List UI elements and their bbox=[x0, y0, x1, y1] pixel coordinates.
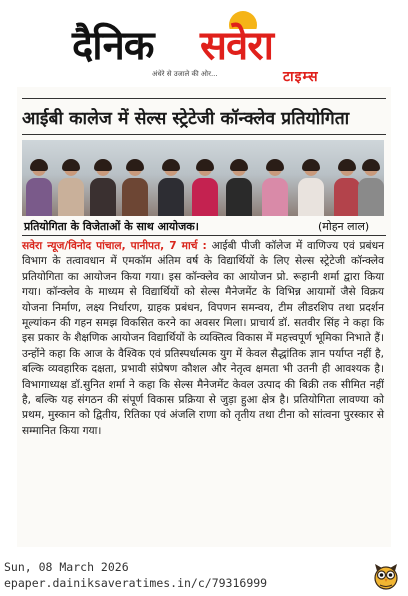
caption-rule bbox=[22, 235, 386, 236]
photo-person bbox=[262, 161, 288, 216]
headline-bottom-rule bbox=[22, 134, 386, 135]
owl-icon bbox=[372, 562, 400, 590]
photo-person bbox=[90, 161, 116, 216]
edition-date: Sun, 08 March 2026 bbox=[4, 560, 129, 574]
photo-person bbox=[158, 161, 184, 216]
photo-person bbox=[26, 161, 52, 216]
photo-person bbox=[122, 161, 148, 216]
photo-person bbox=[298, 161, 324, 216]
article-dateline: सवेरा न्यूज/विनोद पांचाल, पानीपत, 7 मार्च : bbox=[22, 240, 207, 252]
photo-person bbox=[334, 161, 360, 216]
masthead-tagline: अंधेरे से उजाले की ओर... bbox=[152, 70, 218, 78]
photo-caption: प्रतियोगिता के विजेताओं के साथ आयोजक। bbox=[24, 220, 199, 233]
photo-person bbox=[192, 161, 218, 216]
article-headline: आईबी कालेज में सेल्स स्ट्रेटेजी कॉन्क्लेव प्रतियोगिता bbox=[22, 109, 350, 129]
headline-top-rule bbox=[22, 98, 386, 99]
article-body bbox=[22, 239, 384, 439]
masthead bbox=[0, 0, 408, 92]
epaper-link[interactable]: epaper.dainiksaveratimes.in/c/79316999 bbox=[4, 576, 268, 590]
photo-credit: (मोहन लाल) bbox=[318, 220, 370, 233]
masthead-times: टाइम्स bbox=[283, 69, 319, 85]
article-photo bbox=[22, 140, 384, 216]
photo-person bbox=[358, 161, 384, 216]
logo-text-savera: सवेरा bbox=[200, 23, 273, 69]
photo-person bbox=[58, 161, 84, 216]
photo-person bbox=[226, 161, 252, 216]
logo-text-dainik: दैनिक bbox=[72, 23, 154, 69]
article-body-text: आईबी पीजी कॉलेज में वाणिज्य एवं प्रबंधन विभाग के तत्वावधान में एमकॉम अंतिम वर्ष के विद्यार्थियों के लिए सेल्स स्ट्रेटेजी कॉन्क्लेव प्रतियोगिता का आयोजन किया गया। इस कॉन्क्लेव का आयोजन प्रो. रूहानी शर्मा द्वारा किया गया। कॉन्क्लेव के माध्यम से विद्यार्थियों को सेल्स मैनेजमेंट के विभिन्न आयामों जैसे विक्रय योजना निर्माण, लक्ष्य निर्धारण, ग्राहक प्रबंधन, विपणन समन्वय, टीम लीडरशिप तथा प्रदर्शन मूल्यांकन की गहन समझ विकसित करने का अवसर मिला। प्राचार्य डॉ. सतवीर सिंह ने कहा कि इस प्रकार के शैक्षणिक आयोजन विद्यार्थियों के व्यक्तित्व विकास में महत्त्वपूर्ण भूमिका निभाते हैं। उन्होंने कहा कि आज के वैश्विक एवं प्रतिस्पर्धात्मक युग में केवल सैद्धांतिक ज्ञान पर्याप्त नहीं है, बल्कि व्यवहारिक दक्षता, प्रभावी संप्रेषण कौशल और नेतृत्व क्षमता भी उतनी ही आवश्यक है। विभागाध्यक्ष डॉ.सुनित शर्मा ने कहा कि सेल्स मैनेजमेंट केवल उत्पाद की बिक्री तक सीमित नहीं है, बल्कि यह संगठन की संपूर्ण विकास प्रक्रिया से जुड़ा हुआ क्षेत्र है। प्रतियोगिता लावण्या को प्रथम, मुस्कान को द्वितीय, रितिका एवं अंजलि राणा को तृतीय तथा टीना को सांत्वना पुरस्कार से सम्मानित किया गया। bbox=[22, 240, 385, 437]
